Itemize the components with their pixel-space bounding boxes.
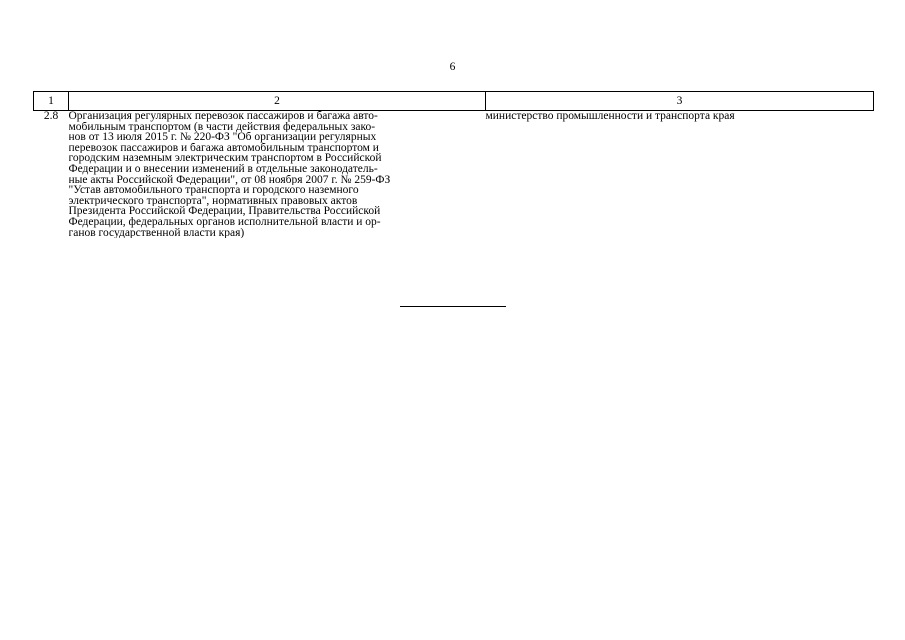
- column-header-3: 3: [486, 92, 874, 111]
- end-rule: [400, 306, 506, 307]
- description-line: мобильным транспортом (в части действия федеральных зако-: [68, 121, 376, 133]
- page-number: 6: [449, 61, 456, 73]
- row-number: 2.8: [43, 110, 59, 122]
- description-line: перевозок пассажиров и багажа автомобильным транспортом и: [68, 142, 379, 154]
- row-description: [69, 111, 486, 239]
- description-line: электрического транспорта", нормативных правовых актов: [68, 195, 358, 207]
- row-authority: министерство промышленности и транспорта края: [485, 110, 735, 122]
- column-header-2: 2: [69, 92, 486, 111]
- description-line: Президента Российской Федерации, Правительства Российской: [68, 206, 381, 217]
- description-line: городским наземным электрическим транспортом в Российской: [68, 153, 382, 164]
- document-table: [33, 91, 874, 238]
- column-header-1: 1: [34, 92, 69, 111]
- description-line: Организация регулярных перевозок пассажиров и багажа авто-: [68, 111, 378, 122]
- description-line: Федерации и о внесении изменений в отдельные законодатель-: [68, 163, 378, 175]
- description-line: ные акты Российской Федерации", от 08 ноября 2007 г. № 259-ФЗ: [68, 174, 391, 186]
- description-line: нов от 13 июля 2015 г. № 220-ФЗ "Об организации регулярных: [68, 132, 377, 143]
- description-line: "Устав автомобильного транспорта и городского наземного: [68, 185, 359, 196]
- description-line: Федерации, федеральных органов исполнительной власти и ор-: [68, 216, 381, 228]
- table-row: [34, 111, 874, 239]
- description-line: ганов государственной власти края): [68, 227, 245, 239]
- table-header-row: [34, 92, 874, 111]
